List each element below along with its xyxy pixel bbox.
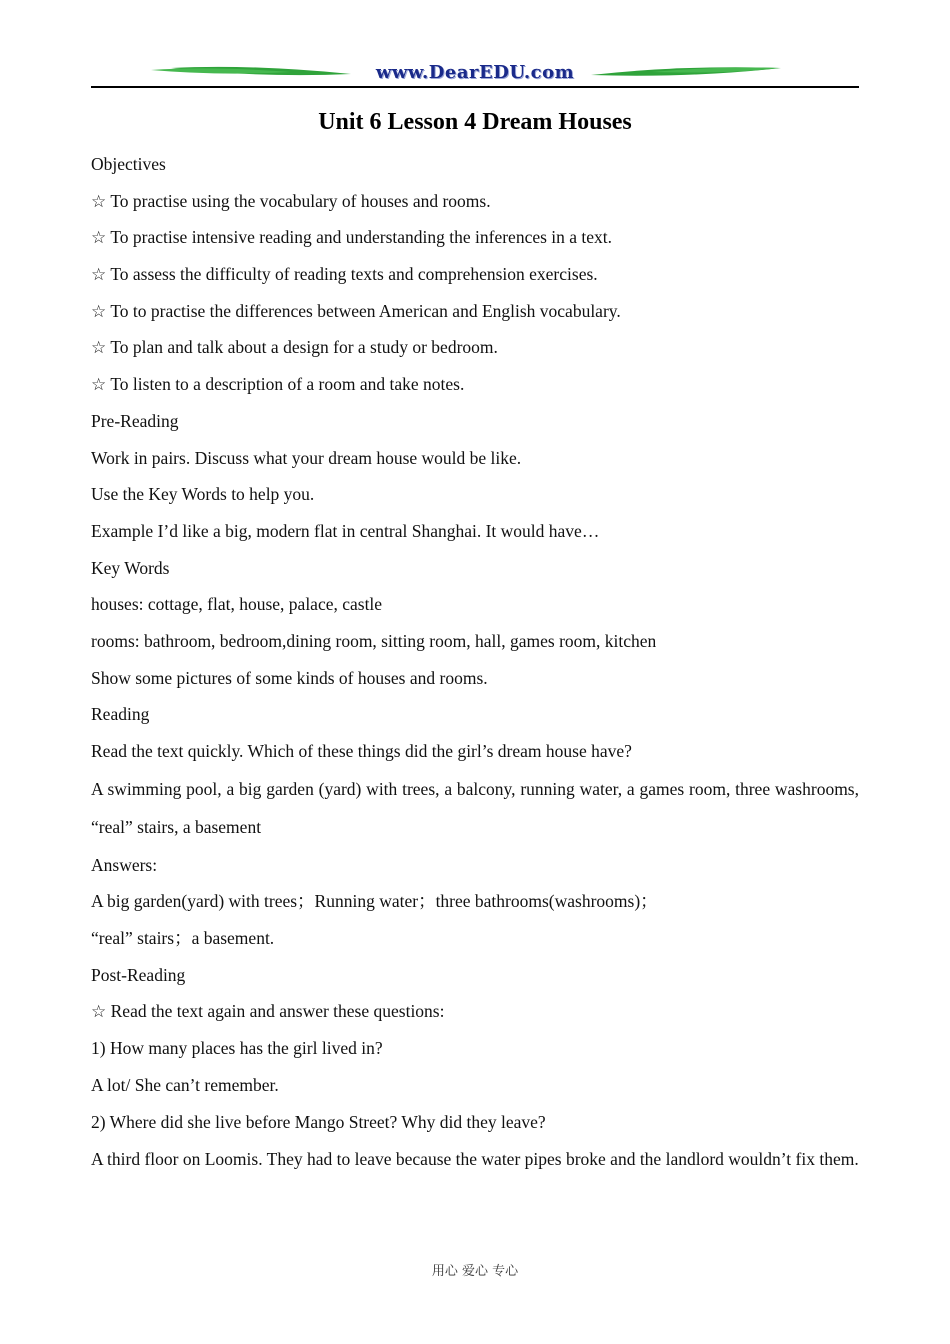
pre-reading-line: Work in pairs. Discuss what your dream house would be like. xyxy=(91,447,522,468)
key-words-rooms: rooms: bathroom, bedroom,dining room, sitting room, hall, games room, kitchen xyxy=(91,630,657,651)
objectives-heading: Objectives xyxy=(91,154,166,174)
site-logo[interactable]: www.DearEDU.com xyxy=(375,62,575,83)
document-body xyxy=(91,146,859,1179)
pre-reading-heading: Pre-Reading xyxy=(91,410,179,431)
objective-item: ☆ To assess the difficulty of reading texts and comprehension exercises. xyxy=(91,264,598,286)
objective-item: ☆ To practise intensive reading and understanding the inferences in a text. xyxy=(91,227,613,249)
objective-item: ☆ To practise using the vocabulary of houses and rooms. xyxy=(91,190,491,212)
objective-item: ☆ To listen to a description of a room and take notes. xyxy=(91,374,465,396)
objective-item: ☆ To to practise the differences between American and English vocabulary. xyxy=(91,300,621,322)
pre-reading-example: Example I’d like a big, modern flat in central Shanghai. It would have… xyxy=(91,520,600,541)
key-words-houses: houses: cottage, flat, house, palace, castle xyxy=(91,594,383,615)
question-1: 1) How many places has the girl lived in? xyxy=(91,1038,383,1059)
star-icon: ☆ xyxy=(91,1002,107,1023)
page-title: Unit 6 Lesson 4 Dream Houses xyxy=(318,109,632,135)
key-words-heading: Key Words xyxy=(91,557,170,578)
answers-label: Answers: xyxy=(91,854,158,875)
reading-heading: Reading xyxy=(91,704,150,725)
star-icon: ☆ xyxy=(91,375,107,396)
answer-2: A third floor on Loomis. They had to leave because the water pipes broke and the landlord wouldn’t fix them. xyxy=(91,1149,859,1170)
header-rule xyxy=(91,86,859,88)
reading-instruction: Read the text quickly. Which of these things did the girl’s dream house have? xyxy=(91,741,632,761)
key-words-note: Show some pictures of some kinds of houses and rooms. xyxy=(91,667,488,688)
reading-options: A swimming pool, a big garden (yard) with trees, a balcony, running water, a games room, three washrooms, “real” stairs, a basement xyxy=(91,778,859,838)
question-2: 2) Where did she live before Mango Street? Why did they leave? xyxy=(91,1111,546,1132)
page-footer: 用心 爱心 专心 xyxy=(431,1264,519,1279)
page-header xyxy=(91,60,859,90)
star-icon: ☆ xyxy=(91,191,107,212)
star-icon: ☆ xyxy=(91,265,107,286)
star-icon: ☆ xyxy=(91,338,107,359)
answers-line: “real” stairs；a basement. xyxy=(91,928,275,949)
post-reading-instruction: ☆ Read the text again and answer these questions: xyxy=(91,1001,445,1023)
answer-1: A lot/ She can’t remember. xyxy=(91,1074,279,1095)
star-icon: ☆ xyxy=(91,301,107,322)
pre-reading-line: Use the Key Words to help you. xyxy=(91,484,315,505)
star-icon: ☆ xyxy=(91,228,107,249)
answers-line: A big garden(yard) with trees；Running water；three bathrooms(washrooms)； xyxy=(91,891,658,912)
post-reading-heading: Post-Reading xyxy=(91,964,186,985)
objective-item: ☆ To plan and talk about a design for a study or bedroom. xyxy=(91,337,498,359)
